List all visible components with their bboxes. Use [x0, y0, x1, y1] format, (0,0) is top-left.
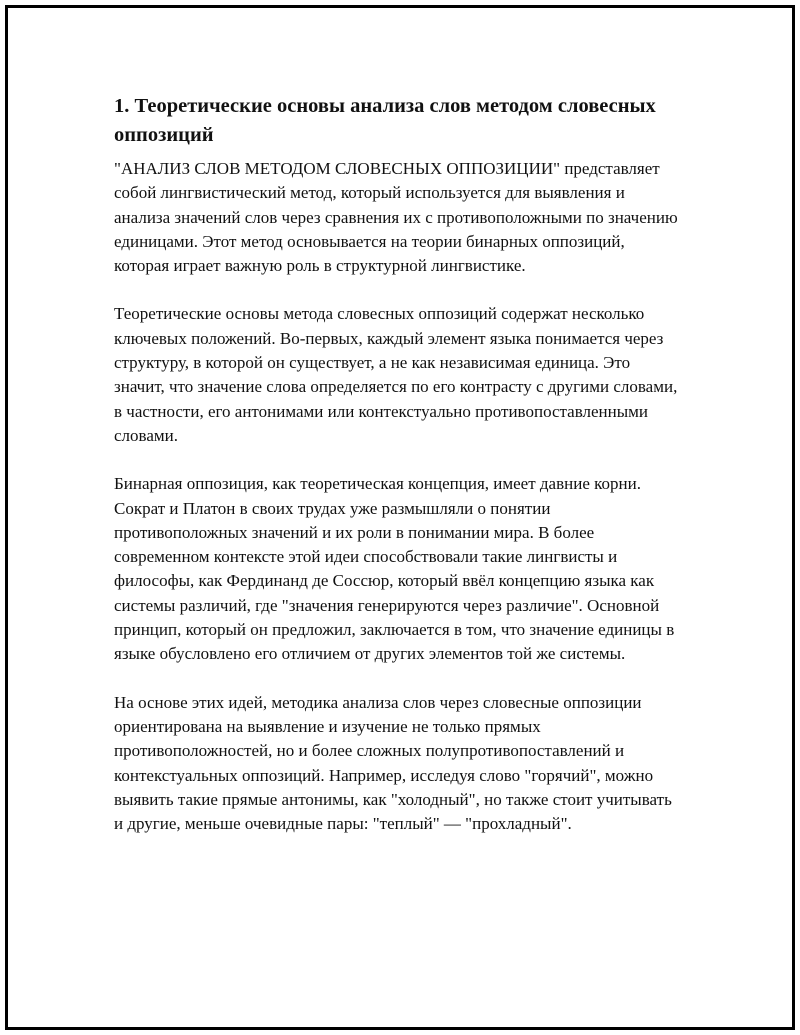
paragraph-4: На основе этих идей, методика анализа слов через словесные оппозиции ориентирована на выявление и изучение не только прямых противоположностей, но и более сложных полупротивопоставлений и контекстуальных оппозиций. Например, исследуя слово "горячий", можно выявить такие прямые антонимы, как "холодный", но также стоит учитывать и другие, меньше очевидные пары: "теплый" — "прохладный". — [114, 692, 672, 834]
document-body — [114, 92, 684, 860]
paragraph-3: Бинарная оппозиция, как теоретическая концепция, имеет давние корни. Сократ и Платон в своих трудах уже размышляли о понятии противоположных значений и их роли в понимании мира. В более современном контексте этой идеи способствовали такие лингвисты и философы, как Фердинанд де Соссюр, который ввёл концепцию языка как системы различий, где "значения генерируются через различие". Основной принцип, который он предложил, заключается в том, что значение единицы в языке обусловлено его отличием от других элементов той же системы. — [114, 474, 675, 664]
paragraph-1: "АНАЛИЗ СЛОВ МЕТОДОМ СЛОВЕСНЫХ ОППОЗИЦИИ" представляет собой лингвистический метод, который используется для выявления и анализа значений слов через сравнения их с противоположными по значению единицами. Этот метод основывается на теории бинарных оппозиций, которая играет важную роль в структурной лингвистике. — [114, 159, 678, 276]
section-title: 1. Теоретические основы анализа слов методом словесных оппозиций — [114, 95, 656, 146]
paragraph-2: Теоретические основы метода словесных оппозиций содержат несколько ключевых положений. Во-первых, каждый элемент языка понимается через структуру, в которой он существует, а не как независимая единица. Это значит, что значение слова определяется по его контрасту с другими словами, в частности, его антонимами или контекстуально противопоставленными словами. — [114, 304, 678, 445]
